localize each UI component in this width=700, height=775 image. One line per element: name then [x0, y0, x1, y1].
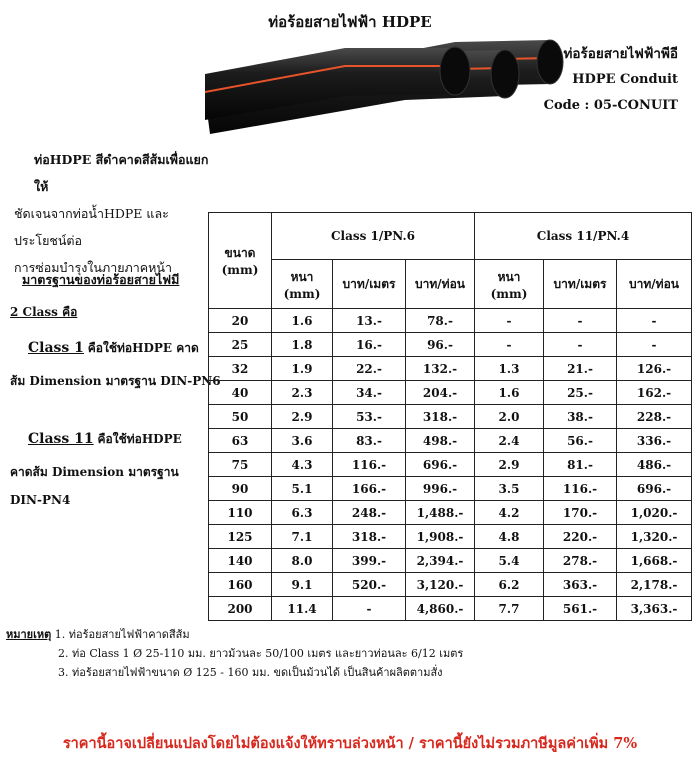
- table-cell: 3.6: [272, 429, 333, 453]
- class11-line2: คาดส้ม Dimension มาตรฐาน: [10, 465, 179, 479]
- note-1: 1. ท่อร้อยสายไฟฟ้าคาดสีส้ม: [54, 628, 190, 641]
- table-cell: 53.-: [333, 405, 406, 429]
- table-row: [209, 573, 692, 597]
- table-row: [209, 525, 692, 549]
- table-cell: 278.-: [544, 549, 617, 573]
- table-cell: 1,908.-: [406, 525, 475, 549]
- table-cell: 561.-: [544, 597, 617, 621]
- table-cell: 8.0: [272, 549, 333, 573]
- class1-thickness-header: หนา (mm): [272, 260, 333, 309]
- table-cell: 228.-: [617, 405, 692, 429]
- table-cell: 13.-: [333, 309, 406, 333]
- table-cell: 1.9: [272, 357, 333, 381]
- class11-per-meter-header: บาท/เมตร: [544, 260, 617, 309]
- price-table-body: [209, 309, 692, 621]
- table-row: [209, 453, 692, 477]
- note-2: 2. ท่อ Class 1 Ø 25-110 มม. ยาวม้วนละ 50/100 เมตร และยาวท่อนละ 6/12 เมตร: [58, 647, 464, 660]
- notes: [6, 625, 463, 682]
- table-cell: 318.-: [333, 525, 406, 549]
- table-cell: 125: [209, 525, 272, 549]
- table-cell: 220.-: [544, 525, 617, 549]
- table-cell: 4.2: [475, 501, 544, 525]
- class11-header: Class 11/PN.4: [475, 213, 692, 260]
- table-cell: -: [475, 309, 544, 333]
- intro-line-1: ท่อHDPE สีดำคาดสีส้มเพื่อแยกให้: [34, 152, 209, 194]
- table-row: [209, 477, 692, 501]
- table-cell: 32: [209, 357, 272, 381]
- table-cell: 4.3: [272, 453, 333, 477]
- class1-line1: คือใช้ท่อHDPE คาด: [87, 341, 199, 355]
- table-cell: 2.0: [475, 405, 544, 429]
- table-cell: -: [617, 333, 692, 357]
- table-cell: 3,363.-: [617, 597, 692, 621]
- class11-line3: DIN-PN4: [10, 493, 71, 507]
- table-cell: 162.-: [617, 381, 692, 405]
- table-row: [209, 381, 692, 405]
- table-cell: 40: [209, 381, 272, 405]
- table-cell: 399.-: [333, 549, 406, 573]
- table-cell: 81.-: [544, 453, 617, 477]
- standard-count: 2 Class คือ: [10, 305, 78, 319]
- table-cell: -: [333, 597, 406, 621]
- table-cell: 520.-: [333, 573, 406, 597]
- table-row: [209, 357, 692, 381]
- table-cell: 21.-: [544, 357, 617, 381]
- standard-heading: มาตรฐานของท่อร้อยสายไฟมี: [22, 272, 180, 287]
- table-cell: 25.-: [544, 381, 617, 405]
- table-cell: 96.-: [406, 333, 475, 357]
- table-cell: 34.-: [333, 381, 406, 405]
- table-cell: 200: [209, 597, 272, 621]
- table-cell: 116.-: [333, 453, 406, 477]
- table-cell: 50: [209, 405, 272, 429]
- table-cell: 2.9: [475, 453, 544, 477]
- table-row: [209, 501, 692, 525]
- class11-title: Class 11: [28, 431, 94, 447]
- notes-label: หมายเหตุ: [6, 628, 52, 641]
- table-cell: 160: [209, 573, 272, 597]
- table-cell: 318.-: [406, 405, 475, 429]
- table-cell: 2.4: [475, 429, 544, 453]
- table-cell: 4,860.-: [406, 597, 475, 621]
- table-cell: 116.-: [544, 477, 617, 501]
- hdpe-pipes-image: [205, 34, 565, 134]
- table-cell: 5.1: [272, 477, 333, 501]
- product-code: Code : 05-CONUIT: [543, 98, 678, 113]
- table-cell: 110: [209, 501, 272, 525]
- table-cell: 1,320.-: [617, 525, 692, 549]
- table-cell: 498.-: [406, 429, 475, 453]
- table-cell: 486.-: [617, 453, 692, 477]
- table-cell: 2.3: [272, 381, 333, 405]
- table-cell: 7.1: [272, 525, 333, 549]
- intro-text: [14, 146, 214, 281]
- table-cell: -: [475, 333, 544, 357]
- table-cell: 83.-: [333, 429, 406, 453]
- table-cell: 132.-: [406, 357, 475, 381]
- class11-desc: [28, 430, 182, 449]
- table-cell: 90: [209, 477, 272, 501]
- class1-per-meter-header: บาท/เมตร: [333, 260, 406, 309]
- table-cell: 204.-: [406, 381, 475, 405]
- table-cell: 5.4: [475, 549, 544, 573]
- table-cell: 38.-: [544, 405, 617, 429]
- product-thai-name: ท่อร้อยสายไฟฟ้าพีอี: [563, 46, 678, 62]
- size-header: ขนาด (mm): [209, 213, 272, 309]
- table-cell: 170.-: [544, 501, 617, 525]
- product-name: HDPE Conduit: [572, 72, 678, 87]
- table-row: [209, 405, 692, 429]
- table-cell: 75: [209, 453, 272, 477]
- table-cell: 3.5: [475, 477, 544, 501]
- table-cell: 696.-: [617, 477, 692, 501]
- table-cell: 2,178.-: [617, 573, 692, 597]
- note-3: 3. ท่อร้อยสายไฟฟ้าขนาด Ø 125 - 160 มม. ขดเป็นม้วนได้ เป็นสินค้าผลิตตามสั่ง: [58, 666, 443, 679]
- class1-per-length-header: บาท/ท่อน: [406, 260, 475, 309]
- table-cell: 16.-: [333, 333, 406, 357]
- table-cell: 56.-: [544, 429, 617, 453]
- table-cell: 126.-: [617, 357, 692, 381]
- table-cell: 63: [209, 429, 272, 453]
- table-cell: 4.8: [475, 525, 544, 549]
- table-cell: 1,488.-: [406, 501, 475, 525]
- table-cell: 1.3: [475, 357, 544, 381]
- price-disclaimer: ราคานี้อาจเปลี่ยนแปลงโดยไม่ต้องแจ้งให้ทราบล่วงหน้า / ราคานี้ยังไม่รวมภาษีมูลค่าเพิ่ม 7%: [62, 735, 638, 752]
- table-cell: 6.2: [475, 573, 544, 597]
- class1-title: Class 1: [28, 340, 84, 356]
- table-cell: 2.9: [272, 405, 333, 429]
- table-cell: 22.-: [333, 357, 406, 381]
- class1-header: Class 1/PN.6: [272, 213, 475, 260]
- table-header-row-1: [209, 213, 692, 260]
- price-table: [208, 212, 692, 621]
- table-cell: 248.-: [333, 501, 406, 525]
- table-cell: 996.-: [406, 477, 475, 501]
- table-cell: 9.1: [272, 573, 333, 597]
- table-cell: 696.-: [406, 453, 475, 477]
- table-header-row-2: [209, 260, 692, 309]
- intro-line-3: การซ่อมบำรุงในภายภาคหน้า: [14, 260, 172, 275]
- class1-line2: ส้ม Dimension มาตรฐาน DIN-PN6: [10, 374, 221, 388]
- class11-per-length-header: บาท/ท่อน: [617, 260, 692, 309]
- table-cell: 1,020.-: [617, 501, 692, 525]
- table-cell: 20: [209, 309, 272, 333]
- table-cell: 7.7: [475, 597, 544, 621]
- table-cell: 2,394.-: [406, 549, 475, 573]
- table-row: [209, 309, 692, 333]
- table-cell: 1.6: [475, 381, 544, 405]
- class11-line1: คือใช้ท่อHDPE: [97, 432, 182, 446]
- table-cell: 3,120.-: [406, 573, 475, 597]
- table-cell: 25: [209, 333, 272, 357]
- table-row: [209, 333, 692, 357]
- table-cell: 1.6: [272, 309, 333, 333]
- table-cell: -: [544, 309, 617, 333]
- table-cell: 6.3: [272, 501, 333, 525]
- table-cell: -: [544, 333, 617, 357]
- table-cell: 78.-: [406, 309, 475, 333]
- table-cell: 166.-: [333, 477, 406, 501]
- table-row: [209, 429, 692, 453]
- table-row: [209, 549, 692, 573]
- intro-line-2: ชัดเจนจากท่อน้ำHDPE และประโยชน์ต่อ: [14, 206, 169, 248]
- class11-thickness-header: หนา (mm): [475, 260, 544, 309]
- table-cell: 363.-: [544, 573, 617, 597]
- table-cell: 1.8: [272, 333, 333, 357]
- table-cell: 11.4: [272, 597, 333, 621]
- table-cell: 336.-: [617, 429, 692, 453]
- table-cell: -: [617, 309, 692, 333]
- table-row: [209, 597, 692, 621]
- page-title: ท่อร้อยสายไฟฟ้า HDPE: [268, 13, 432, 31]
- table-cell: 1,668.-: [617, 549, 692, 573]
- class1-desc: [28, 339, 199, 358]
- table-cell: 140: [209, 549, 272, 573]
